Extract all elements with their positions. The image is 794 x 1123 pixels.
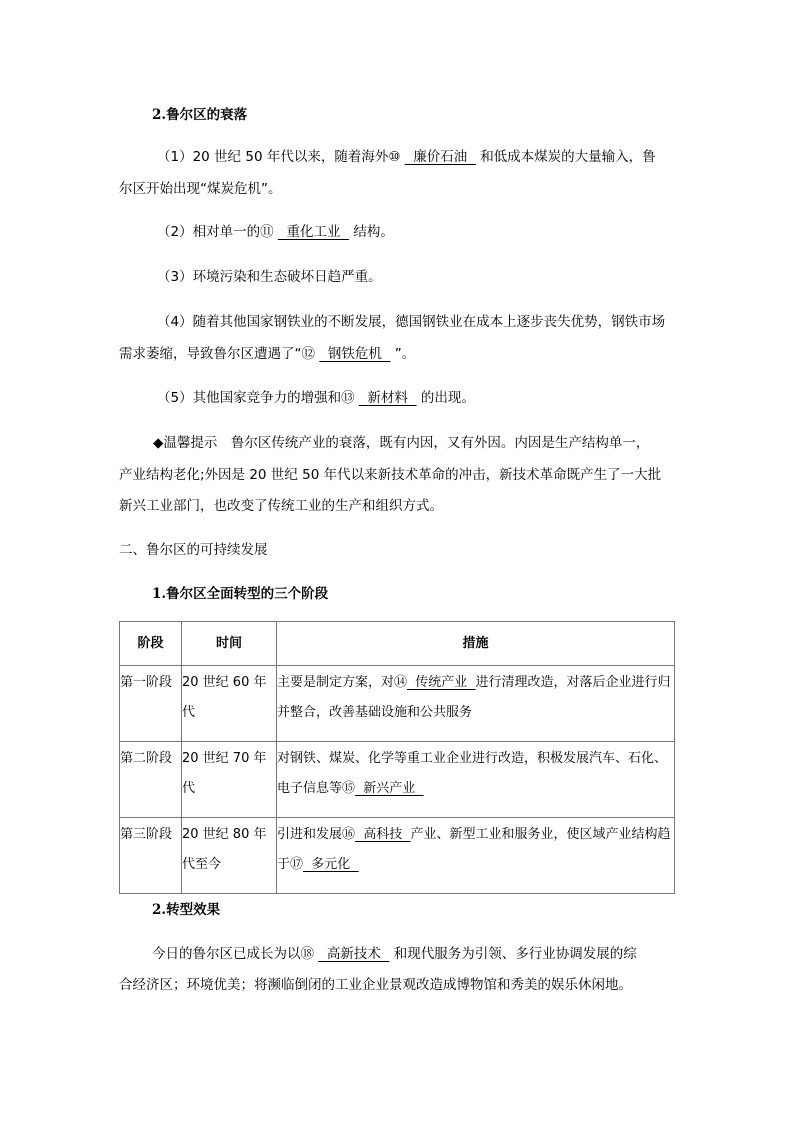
answer-14: 传统产业	[407, 675, 476, 690]
answer-16: 高科技	[355, 827, 411, 842]
cell-measures	[277, 818, 675, 894]
paragraph-1	[157, 140, 656, 174]
p4-text-cont: ”。	[394, 346, 416, 362]
cell-measures	[277, 666, 675, 742]
tip-line1: ◆温馨提示 鲁尔区传统产业的衰落，既有内因，又有外因。内因是生产结构单一，	[153, 435, 650, 451]
answer-17: 多元化	[303, 857, 359, 872]
paragraph-4-line2	[119, 337, 415, 371]
cell-measures	[277, 742, 675, 818]
cell-time: 20 世纪 80 年代至今	[182, 818, 277, 894]
p5-text-cont: 的出现。	[420, 390, 475, 406]
p4-text: 需求萎缩，导致鲁尔区遭遇了“⑫	[119, 346, 315, 362]
cell-stage: 第三阶段	[120, 818, 182, 894]
paragraph-5	[157, 381, 475, 415]
paragraph-3: （3）环境污染和生态破坏日趋严重。	[157, 269, 382, 285]
p6-text-cont: 和现代服务为引领、多行业协调发展的综	[393, 946, 637, 962]
answer-11: 重化工业	[277, 224, 350, 240]
paragraph-6-line2: 合经济区；环境优美；将濒临倒闭的工业企业景观改造成博物馆和秀美的娱乐休闲地。	[119, 977, 632, 993]
paragraph-2	[157, 215, 394, 249]
tip-line3: 新兴工业部门，也改变了传统工业的生产和组织方式。	[119, 498, 443, 514]
measure-text: 引进和发展⑯	[277, 827, 356, 842]
measure-text-cont: 进行清理改造，对落后企业进行归并整合，改善基础设施和公共服务	[277, 675, 671, 720]
measure-text-cont: 产业、新型工业和服务业，使区域产业结构趋于⑰	[277, 827, 671, 872]
answer-15: 新兴产业	[355, 781, 424, 796]
paragraph-4-line1: （4）随着其他国家钢铁业的不断发展，德国钢铁业在成本上逐步丧失优势，钢铁市场	[157, 314, 666, 330]
section-title-decline: 2.鲁尔区的衰落	[152, 107, 248, 123]
table-row	[120, 818, 675, 894]
cell-time: 20 世纪 60 年代	[182, 666, 277, 742]
p2-text: （2）相对单一的⑪	[157, 224, 274, 240]
paragraph-1-line2: 尔区开始出现“煤炭危机”。	[119, 181, 282, 197]
p1-text: （1）20 世纪 50 年代以来，随着海外⑩	[157, 149, 401, 165]
tip-line2: 产业结构老化;外因是 20 世纪 50 年代以来新技术革命的冲击，新技术革命既产生了一大批	[119, 467, 662, 483]
answer-13: 新材料	[358, 390, 417, 406]
subsection-title-effects: 2.转型效果	[152, 902, 221, 918]
cell-stage: 第一阶段	[120, 666, 182, 742]
answer-10: 廉价石油	[404, 149, 476, 165]
measure-text: 对钢铁、煤炭、化学等重工业企业进行改造，积极发展汽车、石化、电子信息等⑮	[277, 751, 668, 796]
answer-12: 钢铁危机	[319, 346, 391, 362]
header-time: 时间	[182, 622, 277, 666]
table-row	[120, 742, 675, 818]
p6-text: 今日的鲁尔区已成长为以⑱	[152, 946, 314, 962]
header-measures: 措施	[277, 622, 675, 666]
table-header-row	[120, 622, 675, 666]
measure-text: 主要是制定方案，对⑭	[277, 675, 408, 690]
p2-text-cont: 结构。	[353, 224, 394, 240]
cell-time: 20 世纪 70 年代	[182, 742, 277, 818]
paragraph-6	[152, 937, 637, 971]
subsection-title-stages: 1.鲁尔区全面转型的三个阶段	[152, 586, 329, 602]
cell-stage: 第二阶段	[120, 742, 182, 818]
stages-table	[119, 621, 675, 894]
p1-text-cont: 和低成本煤炭的大量输入，鲁	[480, 149, 656, 165]
header-stage: 阶段	[120, 622, 182, 666]
answer-18: 高新技术	[318, 946, 390, 962]
part-title-sustainable: 二、鲁尔区的可持续发展	[119, 542, 268, 558]
p5-text: （5）其他国家竞争力的增强和⑬	[157, 390, 355, 406]
table-row	[120, 666, 675, 742]
